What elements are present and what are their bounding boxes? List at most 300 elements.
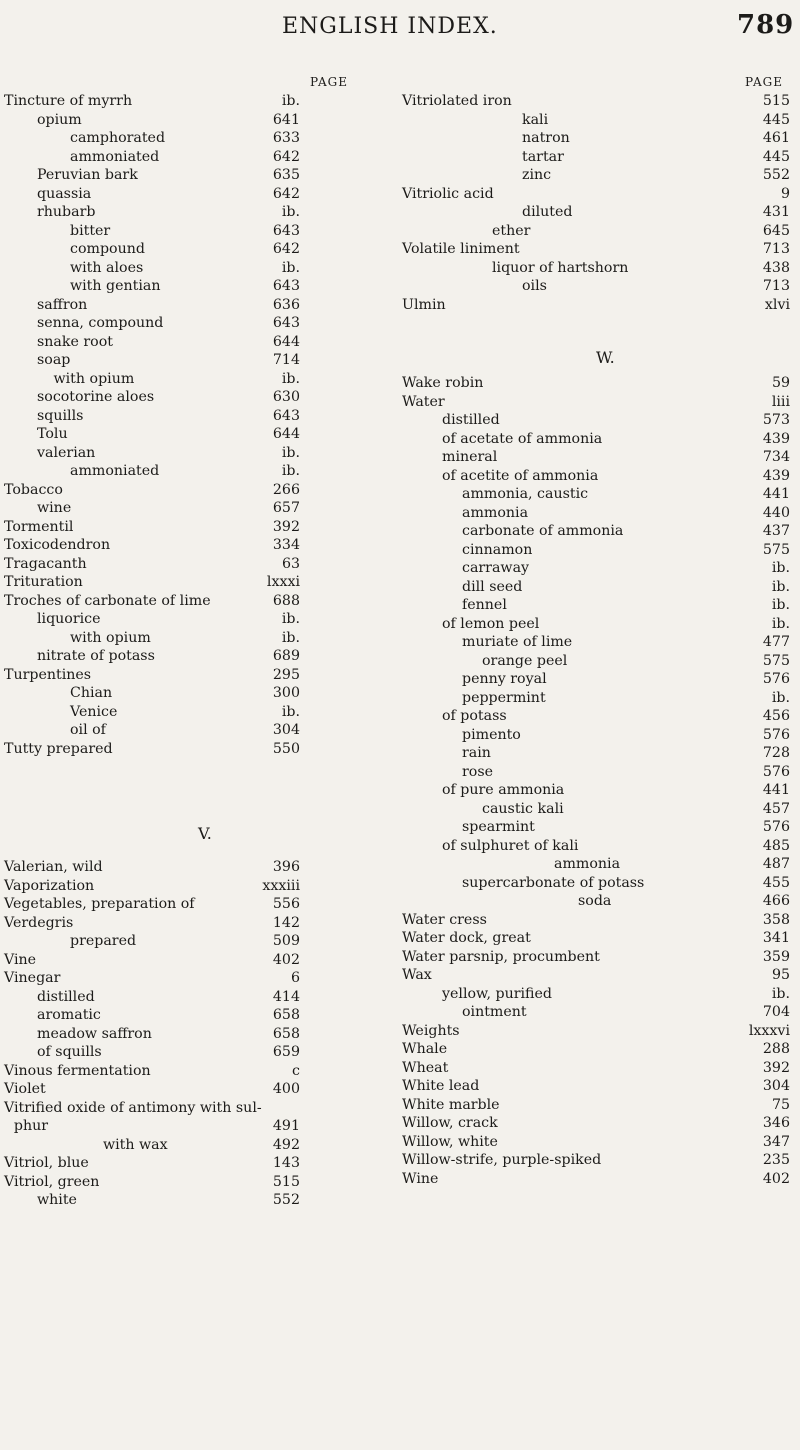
- entry-page: 573: [762, 412, 790, 428]
- entry-term: Vinous fermentation: [4, 1062, 151, 1079]
- index-entry: [400, 541, 800, 560]
- entry-page: 509: [272, 933, 300, 949]
- entry-page: liii: [771, 393, 790, 410]
- entry-term: caustic kali: [482, 800, 564, 817]
- entry-page: 288: [762, 1041, 790, 1057]
- entry-page: ib.: [281, 611, 300, 627]
- entry-page: 295: [272, 666, 300, 683]
- index-entry: [0, 296, 395, 315]
- entry-page: 438: [762, 259, 790, 276]
- entry-term: Peruvian bark: [37, 167, 138, 183]
- entry-term: Toxicodendron: [4, 537, 111, 553]
- entry-term: Verdegris: [4, 914, 74, 931]
- entry-page: 304: [762, 1078, 790, 1094]
- entry-page: 576: [762, 763, 790, 780]
- index-entry: [0, 185, 395, 204]
- page-number: 789: [737, 10, 795, 40]
- index-entry: [400, 1059, 800, 1078]
- index-entry: [400, 1114, 800, 1133]
- entry-page: 487: [762, 856, 790, 872]
- index-entry: [400, 1077, 800, 1096]
- entry-page: 643: [272, 222, 300, 239]
- section-letter: [400, 334, 800, 374]
- index-entry: [0, 129, 395, 148]
- index-entry: [400, 911, 800, 930]
- entry-page: 644: [272, 333, 300, 350]
- entry-term: of squills: [37, 1044, 102, 1060]
- entry-term: oil of: [70, 722, 106, 738]
- index-entry: [400, 1040, 800, 1059]
- entry-term: Tutty prepared: [4, 740, 113, 757]
- entry-page: 644: [272, 426, 300, 442]
- index-entry: [0, 740, 395, 759]
- index-entry: [0, 610, 395, 629]
- index-entry: [0, 314, 395, 333]
- index-entry: [400, 259, 800, 278]
- entry-term: Willow, white: [402, 1133, 498, 1150]
- entry-term: White marble: [402, 1096, 500, 1113]
- entry-term: ammonia, caustic: [462, 486, 589, 502]
- entry-term: socotorine aloes: [37, 389, 155, 405]
- entry-page: c: [292, 1062, 300, 1079]
- index-entry: [0, 240, 395, 259]
- entry-term: spearmint: [462, 819, 535, 835]
- entry-term: White lead: [402, 1078, 480, 1094]
- index-entry: [0, 914, 395, 933]
- entry-term: Water dock, great: [402, 930, 531, 946]
- entry-page: 441: [762, 486, 790, 502]
- entry-term: saffron: [37, 296, 88, 313]
- entry-page: 492: [272, 1136, 300, 1153]
- entry-term: muriate of lime: [462, 634, 573, 650]
- index-entry: [0, 629, 395, 648]
- index-entry: [400, 1022, 800, 1041]
- section-spacer: [0, 758, 395, 810]
- entry-page: 641: [272, 111, 300, 128]
- index-entry: [0, 499, 395, 518]
- entry-page: 439: [762, 430, 790, 447]
- entry-term: Water cress: [402, 911, 487, 928]
- entry-page: 576: [762, 671, 790, 687]
- index-entry: [400, 393, 800, 412]
- index-entry: [400, 689, 800, 708]
- entry-term: with gentian: [70, 278, 161, 294]
- entry-page: 642: [272, 148, 300, 165]
- entry-page: 346: [762, 1115, 790, 1131]
- entry-term: cinnamon: [462, 541, 533, 558]
- entry-term: Weights: [402, 1022, 460, 1039]
- index-entry: [400, 615, 800, 634]
- entry-term: phur: [13, 1118, 49, 1134]
- entry-page: 552: [272, 1192, 300, 1208]
- section-letter-text: V.: [198, 824, 212, 843]
- page-column-label: PAGE: [310, 75, 348, 89]
- entry-page: 575: [762, 541, 790, 558]
- index-entry: [400, 185, 800, 204]
- entry-page: 713: [762, 241, 790, 257]
- index-entry: [400, 374, 800, 393]
- entry-term: aromatic: [37, 1007, 101, 1023]
- entry-term: compound: [70, 241, 145, 257]
- entry-page: 439: [762, 467, 790, 484]
- entry-page: 477: [762, 634, 790, 650]
- entry-page: 552: [762, 167, 790, 183]
- index-entry: [0, 951, 395, 970]
- entry-term: of pure ammonia: [442, 782, 565, 798]
- entry-term: Whale: [402, 1041, 448, 1057]
- entry-page: 575: [762, 652, 790, 669]
- entry-page: 402: [272, 951, 300, 968]
- entry-page: 658: [272, 1025, 300, 1042]
- entry-term: ammonia: [554, 856, 621, 872]
- entry-page: 659: [272, 1044, 300, 1060]
- entry-term: Volatile liniment: [402, 241, 520, 257]
- index-entry: [400, 707, 800, 726]
- entry-term: Vegetables, preparation of: [4, 896, 195, 912]
- entry-page: 392: [272, 518, 300, 535]
- entry-term: rose: [462, 763, 494, 780]
- entry-page: 466: [762, 893, 790, 909]
- entry-term: Water parsnip, procumbent: [402, 948, 600, 965]
- entry-term: Tragacanth: [4, 555, 87, 572]
- index-entry: [0, 1154, 395, 1173]
- index-entry: [400, 652, 800, 671]
- entry-term: distilled: [37, 988, 95, 1005]
- index-entry: [0, 1062, 395, 1081]
- entry-page: 235: [762, 1152, 790, 1168]
- entry-term: Venice: [70, 703, 118, 720]
- index-entry: [0, 684, 395, 703]
- index-entry: [400, 1133, 800, 1152]
- entry-page: 266: [272, 481, 300, 498]
- index-entry: [0, 277, 395, 296]
- entry-page: 550: [272, 740, 300, 757]
- index-entry: [0, 895, 395, 914]
- entry-page: 635: [272, 167, 300, 183]
- entry-page: ib.: [771, 597, 790, 613]
- entry-page: 59: [771, 375, 790, 391]
- entry-page: 713: [762, 278, 790, 294]
- index-entry: [400, 166, 800, 185]
- entry-term: camphorated: [70, 130, 166, 146]
- section-letter-text: W.: [596, 348, 615, 367]
- entry-page: 6: [290, 970, 300, 986]
- index-entry: [400, 892, 800, 911]
- index-entry: [0, 988, 395, 1007]
- entry-page: 396: [272, 859, 300, 875]
- index-entry: [0, 481, 395, 500]
- entry-term: with opium: [70, 629, 151, 646]
- entry-page: 445: [762, 148, 790, 165]
- index-entry: [0, 1006, 395, 1025]
- entry-page: 95: [771, 967, 790, 983]
- entry-term: soda: [578, 893, 612, 909]
- entry-term: orange peel: [482, 652, 568, 669]
- entry-page: 455: [762, 874, 790, 891]
- index-entry: [0, 1099, 395, 1118]
- entry-term: nitrate of potass: [37, 648, 155, 664]
- index-entry: [0, 203, 395, 222]
- entry-page: 688: [272, 592, 300, 609]
- entry-page: 643: [272, 315, 300, 331]
- entry-page: 402: [762, 1170, 790, 1187]
- entry-term: oils: [522, 278, 547, 294]
- entry-term: Tormentil: [4, 518, 74, 535]
- entry-term: Valerian, wild: [4, 859, 103, 875]
- entry-term: penny royal: [462, 671, 547, 687]
- entry-page: 728: [762, 745, 790, 761]
- page-column-label: PAGE: [745, 75, 783, 89]
- index-entry: [400, 411, 800, 430]
- entry-page: ib.: [281, 259, 300, 276]
- index-entry: [400, 763, 800, 782]
- index-entry: [0, 462, 395, 481]
- entry-page: 142: [272, 914, 300, 931]
- entry-term: with aloes: [70, 259, 144, 276]
- entry-term: Violet: [4, 1081, 46, 1097]
- entry-term: ammoniated: [70, 463, 160, 479]
- entry-term: Wake robin: [402, 375, 484, 391]
- entry-term: zinc: [522, 167, 552, 183]
- entry-page: 576: [762, 726, 790, 743]
- entry-term: Vitriolic acid: [402, 185, 494, 202]
- entry-term: yellow, purified: [442, 985, 552, 1002]
- entry-term: ammonia: [462, 504, 529, 521]
- index-entry: [0, 92, 395, 111]
- index-entry: [0, 555, 395, 574]
- index-entry: [400, 818, 800, 837]
- entry-term: carraway: [462, 560, 530, 576]
- index-entry: [0, 1043, 395, 1062]
- entry-page: 491: [272, 1118, 300, 1134]
- index-entry: [400, 1170, 800, 1189]
- entry-term: Trituration: [4, 574, 83, 590]
- entry-page: 441: [762, 782, 790, 798]
- index-entry: [400, 596, 800, 615]
- running-title: ENGLISH INDEX.: [282, 14, 498, 39]
- entry-page: 143: [272, 1155, 300, 1171]
- entry-term: valerian: [37, 444, 96, 461]
- index-entry: [0, 647, 395, 666]
- entry-page: ib.: [771, 985, 790, 1002]
- entry-page: 414: [272, 988, 300, 1005]
- entry-term: Wheat: [402, 1059, 449, 1076]
- entry-page: 304: [272, 722, 300, 738]
- entry-term: of acetate of ammonia: [442, 430, 603, 447]
- index-entry: [0, 222, 395, 241]
- entry-term: wine: [37, 500, 72, 516]
- entry-page: 456: [762, 708, 790, 724]
- index-entry: [0, 148, 395, 167]
- entry-term: natron: [522, 130, 570, 146]
- entry-page: lxxxvi: [748, 1022, 790, 1039]
- index-entry: [0, 666, 395, 685]
- index-entry: [400, 726, 800, 745]
- index-entry: [400, 148, 800, 167]
- index-entry: [0, 877, 395, 896]
- entry-term: prepared: [70, 933, 137, 949]
- entry-page: lxxxi: [266, 574, 300, 590]
- index-entry: [0, 388, 395, 407]
- entry-page: ib.: [281, 204, 300, 220]
- entry-term: Wine: [402, 1170, 439, 1187]
- entry-page: 347: [762, 1133, 790, 1150]
- entry-term: Vine: [4, 951, 37, 968]
- entry-page: 75: [771, 1096, 790, 1113]
- entry-page: 734: [762, 449, 790, 465]
- entry-term: Vitriol, green: [4, 1173, 100, 1190]
- index-entry: [400, 240, 800, 259]
- entry-term: Wax: [402, 967, 432, 983]
- entry-term: Water: [402, 393, 445, 410]
- entry-term: mineral: [442, 449, 498, 465]
- entry-page: 645: [762, 222, 790, 239]
- entry-term: Vaporization: [4, 877, 95, 894]
- entry-term: squills: [37, 407, 84, 424]
- entry-page: ib.: [281, 703, 300, 720]
- entry-term: peppermint: [462, 689, 546, 706]
- index-entry: [0, 969, 395, 988]
- entry-term: Tobacco: [4, 481, 63, 498]
- index-entry: [400, 985, 800, 1004]
- index-entry: [0, 1136, 395, 1155]
- index-entry: [400, 1096, 800, 1115]
- entry-page: 359: [762, 948, 790, 965]
- entry-term: distilled: [442, 412, 500, 428]
- entry-page: ib.: [771, 689, 790, 706]
- entry-term: Chian: [70, 685, 113, 701]
- entry-page: 643: [272, 407, 300, 424]
- entry-term: Willow, crack: [402, 1115, 498, 1131]
- entry-page: 445: [762, 111, 790, 128]
- index-entry: [0, 703, 395, 722]
- index-entry: [0, 1080, 395, 1099]
- index-entry: [0, 858, 395, 877]
- entry-page: 440: [762, 504, 790, 521]
- entry-term: dill seed: [462, 578, 523, 595]
- entry-term: with wax: [103, 1136, 168, 1153]
- section-letter: [0, 810, 395, 850]
- entry-page: ib.: [281, 444, 300, 461]
- entry-page: 643: [272, 278, 300, 294]
- index-entry: [0, 1173, 395, 1192]
- entry-page: xxxiii: [262, 877, 300, 894]
- index-entry: [400, 1151, 800, 1170]
- entry-page: ib.: [771, 560, 790, 576]
- entry-term: kali: [522, 111, 549, 128]
- entry-page: 515: [762, 93, 790, 109]
- entry-term: of potass: [442, 708, 507, 724]
- index-entry: [400, 296, 800, 315]
- entry-page: 576: [762, 819, 790, 835]
- entry-term: supercarbonate of potass: [462, 874, 645, 891]
- entry-term: ether: [492, 222, 531, 239]
- entry-page: ib.: [281, 370, 300, 387]
- entry-page: 63: [281, 555, 300, 572]
- index-entry: [0, 573, 395, 592]
- index-entry: [0, 111, 395, 130]
- index-entry: [400, 781, 800, 800]
- index-entry: [400, 485, 800, 504]
- index-entry: [400, 744, 800, 763]
- entry-page: 392: [762, 1059, 790, 1076]
- entry-term: senna, compound: [37, 315, 164, 331]
- entry-term: Willow-strife, purple-spiked: [402, 1152, 602, 1168]
- entry-term: Vitriol, blue: [4, 1155, 89, 1171]
- index-entry: [400, 578, 800, 597]
- index-entry: [0, 166, 395, 185]
- entry-term: snake root: [37, 333, 113, 350]
- entry-term: bitter: [70, 222, 111, 239]
- entry-term: of sulphuret of kali: [442, 837, 579, 854]
- entry-page: 556: [272, 896, 300, 912]
- index-entry: [400, 467, 800, 486]
- entry-page: ib.: [771, 578, 790, 595]
- index-entry: [0, 259, 395, 278]
- entry-term: Vinegar: [4, 970, 61, 986]
- entry-term: ammoniated: [70, 148, 160, 165]
- entry-term: Troches of carbonate of lime: [4, 592, 211, 609]
- index-entry: [400, 222, 800, 241]
- index-entry: [400, 111, 800, 130]
- entry-term: quassia: [37, 185, 92, 202]
- entry-page: 704: [762, 1004, 790, 1020]
- entry-page: 642: [272, 185, 300, 202]
- entry-page: 636: [272, 296, 300, 313]
- entry-page: 485: [762, 837, 790, 854]
- index-entry: [400, 203, 800, 222]
- entry-page: 341: [762, 930, 790, 946]
- entry-term: Vitriolated iron: [402, 93, 512, 109]
- entry-term: Ulmin: [402, 296, 446, 313]
- entry-page: 515: [272, 1173, 300, 1190]
- entry-term: with opium: [53, 370, 135, 387]
- section-spacer: [400, 314, 800, 334]
- index-entry: [400, 1003, 800, 1022]
- index-entry: [400, 522, 800, 541]
- entry-term: tartar: [522, 148, 564, 165]
- entry-term: pimento: [462, 726, 521, 743]
- index-entry: [0, 370, 395, 389]
- left-entries: [0, 92, 395, 1210]
- entry-page: 358: [762, 911, 790, 928]
- entry-page: xlvi: [764, 296, 790, 313]
- index-entry: [400, 670, 800, 689]
- index-entry: [0, 407, 395, 426]
- index-entry: [400, 92, 800, 111]
- index-entry: [400, 277, 800, 296]
- entry-term: of lemon peel: [442, 615, 540, 632]
- index-entry: [400, 948, 800, 967]
- entry-page: 630: [272, 389, 300, 405]
- index-entry: [400, 929, 800, 948]
- entry-page: 334: [272, 537, 300, 553]
- entry-term: Tincture of myrrh: [4, 93, 133, 109]
- entry-page: 633: [272, 130, 300, 146]
- index-entry: [400, 837, 800, 856]
- index-entry: [400, 129, 800, 148]
- entry-page: 9: [780, 185, 790, 202]
- entry-term: liquor of hartshorn: [492, 259, 629, 276]
- entry-term: Tolu: [37, 426, 68, 442]
- index-entry: [0, 932, 395, 951]
- entry-term: ointment: [462, 1004, 527, 1020]
- index-entry: [400, 874, 800, 893]
- entry-term: rhubarb: [37, 204, 96, 220]
- index-entry: [0, 536, 395, 555]
- entry-page: 689: [272, 648, 300, 664]
- index-entry: [400, 448, 800, 467]
